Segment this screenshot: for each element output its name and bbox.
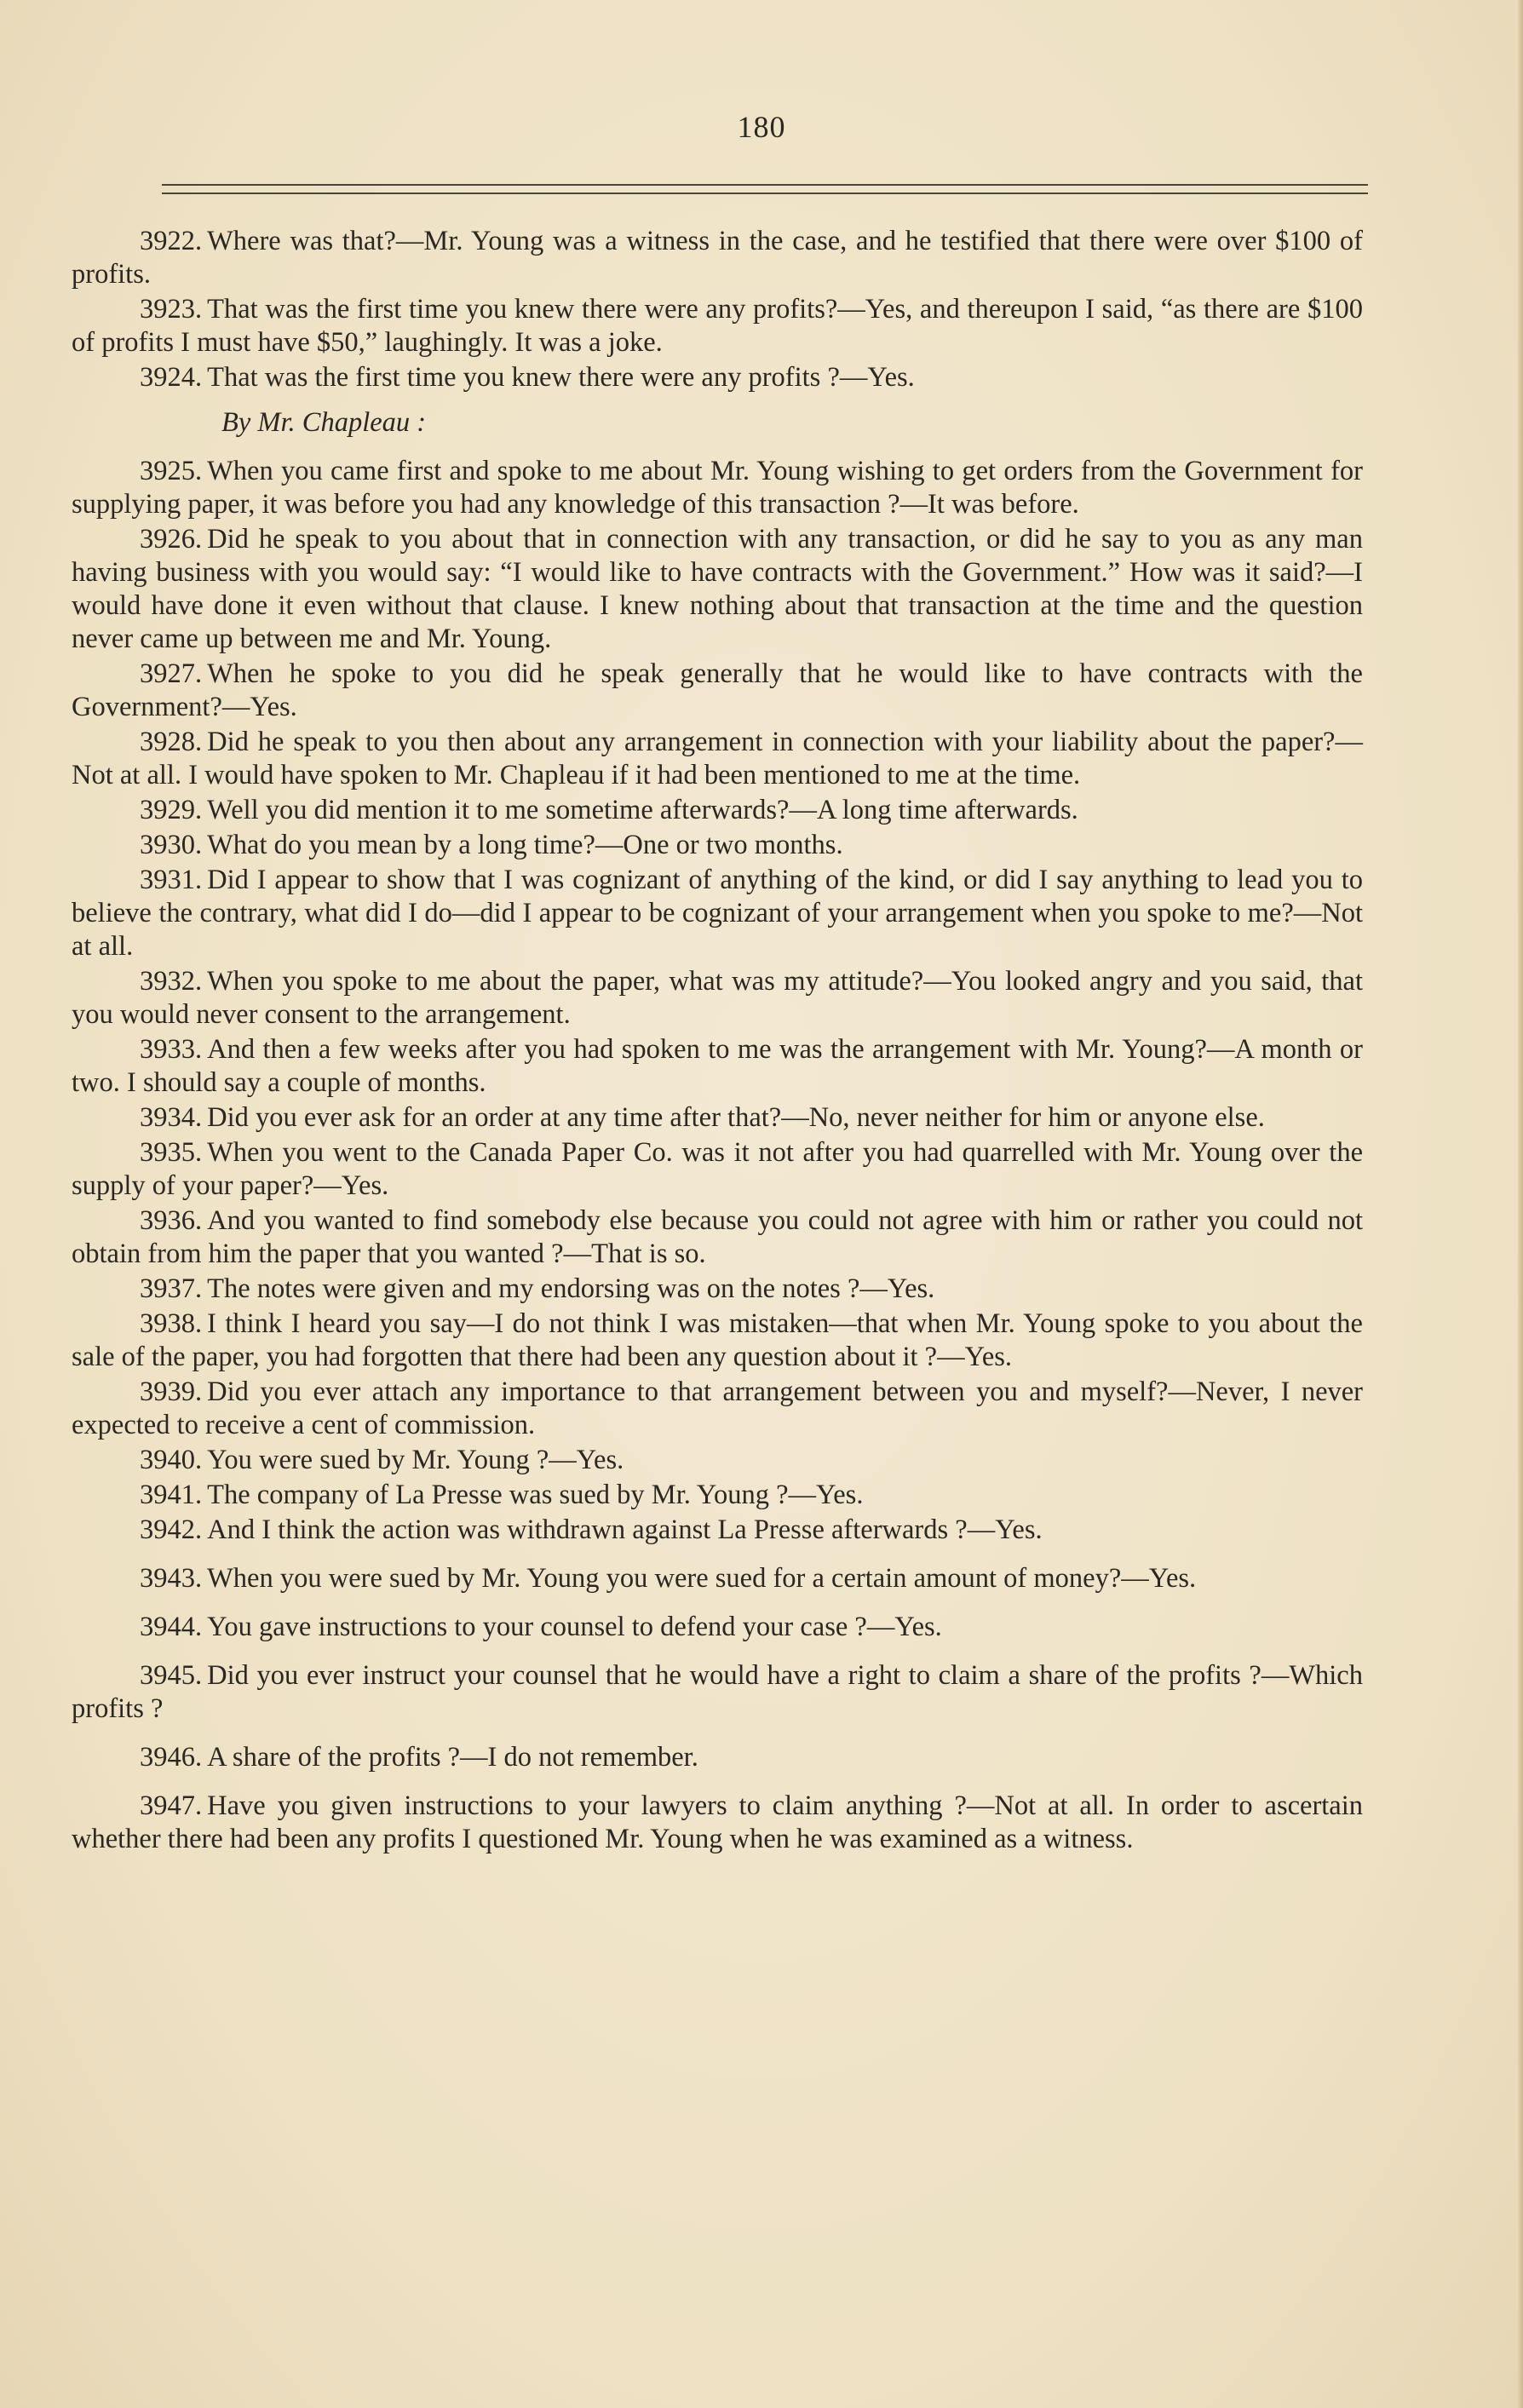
question-number: 3935. (140, 1137, 203, 1168)
header-rule-top (162, 184, 1368, 186)
question-number: 3947. (140, 1790, 203, 1821)
question-text: Have you given instructions to your lawyers to claim anything ?—Not at all. In order to ascertain whether there had been any profits I questioned Mr. Young when he was examined as a witness. (72, 1790, 1363, 1854)
testimony-paragraph (72, 1611, 1363, 1644)
question-number: 3936. (140, 1205, 203, 1236)
question-number: 3928. (140, 727, 203, 757)
question-text: Did I appear to show that I was cognizant of anything of the kind, or did I say anything to lead you to believe the contrary, what did I do—did I appear to be cognizant of your arrangement when you spoke to me?—Not at all. (72, 865, 1363, 962)
question-text: When he spoke to you did he speak generally that he would like to have contracts with the Government?—Yes. (72, 658, 1363, 722)
question-number: 3946. (140, 1742, 203, 1773)
question-text: You gave instructions to your counsel to defend your case ?—Yes. (207, 1612, 942, 1642)
question-text: When you went to the Canada Paper Co. was it not after you had quarrelled with Mr. Young over the supply of your paper?—Yes. (72, 1137, 1363, 1201)
question-number: 3937. (140, 1273, 203, 1304)
testimony-paragraph (72, 1444, 1363, 1477)
header-rule-bottom (162, 193, 1368, 194)
question-number: 3938. (140, 1308, 203, 1339)
question-text: Where was that?—Mr. Young was a witness in the case, and he testified that there were over $100 of profits. (72, 226, 1363, 290)
testimony-paragraph (72, 1376, 1363, 1442)
testimony-paragraph (72, 829, 1363, 862)
question-number: 3939. (140, 1376, 203, 1407)
question-text: When you came first and spoke to me about Mr. Young wishing to get orders from the Government for supplying paper, it was before you had any knowledge of this transaction ?—It was before. (72, 456, 1363, 520)
question-text: Did you ever attach any importance to that arrangement between you and myself?—Never, I never expected to receive a cent of commission. (72, 1376, 1363, 1440)
question-number: 3943. (140, 1563, 203, 1594)
question-number: 3934. (140, 1102, 203, 1133)
testimony-paragraph (72, 1033, 1363, 1100)
question-text: And I think the action was withdrawn against La Presse afterwards ?—Yes. (207, 1514, 1043, 1545)
testimony-paragraph (72, 1741, 1363, 1774)
testimony-paragraph (72, 658, 1363, 724)
question-number: 3941. (140, 1480, 203, 1510)
question-number: 3926. (140, 524, 203, 555)
testimony-paragraph (72, 864, 1363, 963)
testimony-paragraph (72, 726, 1363, 792)
question-text: The company of La Presse was sued by Mr. Young ?—Yes. (207, 1480, 864, 1510)
testimony-paragraph (72, 1101, 1363, 1135)
question-number: 3924. (140, 362, 203, 393)
testimony-paragraph (72, 361, 1363, 394)
question-text: And then a few weeks after you had spoken to me was the arrangement with Mr. Young?—A month or two. I should say a couple of months. (72, 1034, 1363, 1098)
testimony-paragraph (72, 1204, 1363, 1271)
testimony-after-heading (72, 455, 1363, 1856)
question-text: What do you mean by a long time?—One or two months. (207, 830, 843, 860)
testimony-paragraph (72, 1659, 1363, 1726)
testimony-paragraph (72, 965, 1363, 1032)
question-text: When you spoke to me about the paper, what was my attitude?—You looked angry and you said, that you would never consent to the arrangement. (72, 966, 1363, 1030)
question-text: You were sued by Mr. Young ?—Yes. (207, 1445, 624, 1475)
question-number: 3945. (140, 1660, 203, 1691)
question-text: Did you ever instruct your counsel that he would have a right to claim a share of the profits ?—Which profits ? (72, 1660, 1363, 1724)
question-text: When you were sued by Mr. Young you were sued for a certain amount of money?—Yes. (207, 1563, 1197, 1594)
testimony-paragraph (72, 1562, 1363, 1595)
question-number: 3923. (140, 294, 203, 325)
question-number: 3922. (140, 226, 203, 256)
testimony-before-heading (72, 225, 1363, 394)
question-text: Did you ever ask for an order at any time after that?—No, never neither for him or anyone else. (207, 1102, 1265, 1133)
question-number: 3942. (140, 1514, 203, 1545)
question-number: 3931. (140, 865, 203, 895)
testimony-paragraph (72, 1307, 1363, 1374)
testimony-paragraph (72, 1479, 1363, 1512)
question-text: The notes were given and my endorsing was on the notes ?—Yes. (207, 1273, 935, 1304)
question-text: Well you did mention it to me sometime afterwards?—A long time afterwards. (207, 795, 1078, 825)
testimony-paragraph (72, 1514, 1363, 1547)
question-text: A share of the profits ?—I do not remember. (207, 1742, 698, 1773)
question-text: That was the first time you knew there were any profits?—Yes, and thereupon I said, “as there are $100 of profits I must have $50,” laughingly. It was a joke. (72, 294, 1363, 358)
question-number: 3944. (140, 1612, 203, 1642)
question-text: Did he speak to you about that in connection with any transaction, or did he say to you as any man having business with you would say: “I would like to have contracts with the Government.” How was it said?—I would have done it even without that clause. I knew nothing about that transaction at the time and the question never came up between me and Mr. Young. (72, 524, 1363, 654)
page-number: 180 (737, 110, 786, 144)
question-number: 3940. (140, 1445, 203, 1475)
question-number: 3929. (140, 795, 203, 825)
testimony-paragraph (72, 523, 1363, 656)
question-text: That was the first time you knew there were any profits ?—Yes. (207, 362, 915, 393)
question-number: 3932. (140, 966, 203, 997)
question-text: I think I heard you say—I do not think I was mistaken—that when Mr. Young spoke to you about the sale of the paper, you had forgotten that there had been any question about it ?—Yes. (72, 1308, 1363, 1372)
page-edge (1518, 0, 1523, 2408)
examiner-heading: By Mr. Chapleau : (221, 407, 427, 438)
question-text: And you wanted to find somebody else because you could not agree with him or rather you could not obtain from him the paper that you wanted ?—That is so. (72, 1205, 1363, 1269)
testimony-paragraph (72, 455, 1363, 521)
testimony-paragraph (72, 794, 1363, 827)
question-text: Did he speak to you then about any arrangement in connection with your liability about the paper?—Not at all. I would have spoken to Mr. Chapleau if it had been mentioned to me at the time. (72, 727, 1363, 790)
question-number: 3927. (140, 658, 203, 689)
testimony-paragraph (72, 1136, 1363, 1203)
question-number: 3925. (140, 456, 203, 486)
question-number: 3930. (140, 830, 203, 860)
testimony-paragraph (72, 225, 1363, 291)
question-number: 3933. (140, 1034, 203, 1065)
testimony-paragraph (72, 1790, 1363, 1856)
testimony-paragraph (72, 1273, 1363, 1306)
testimony-body (72, 225, 1363, 1858)
testimony-paragraph (72, 293, 1363, 359)
